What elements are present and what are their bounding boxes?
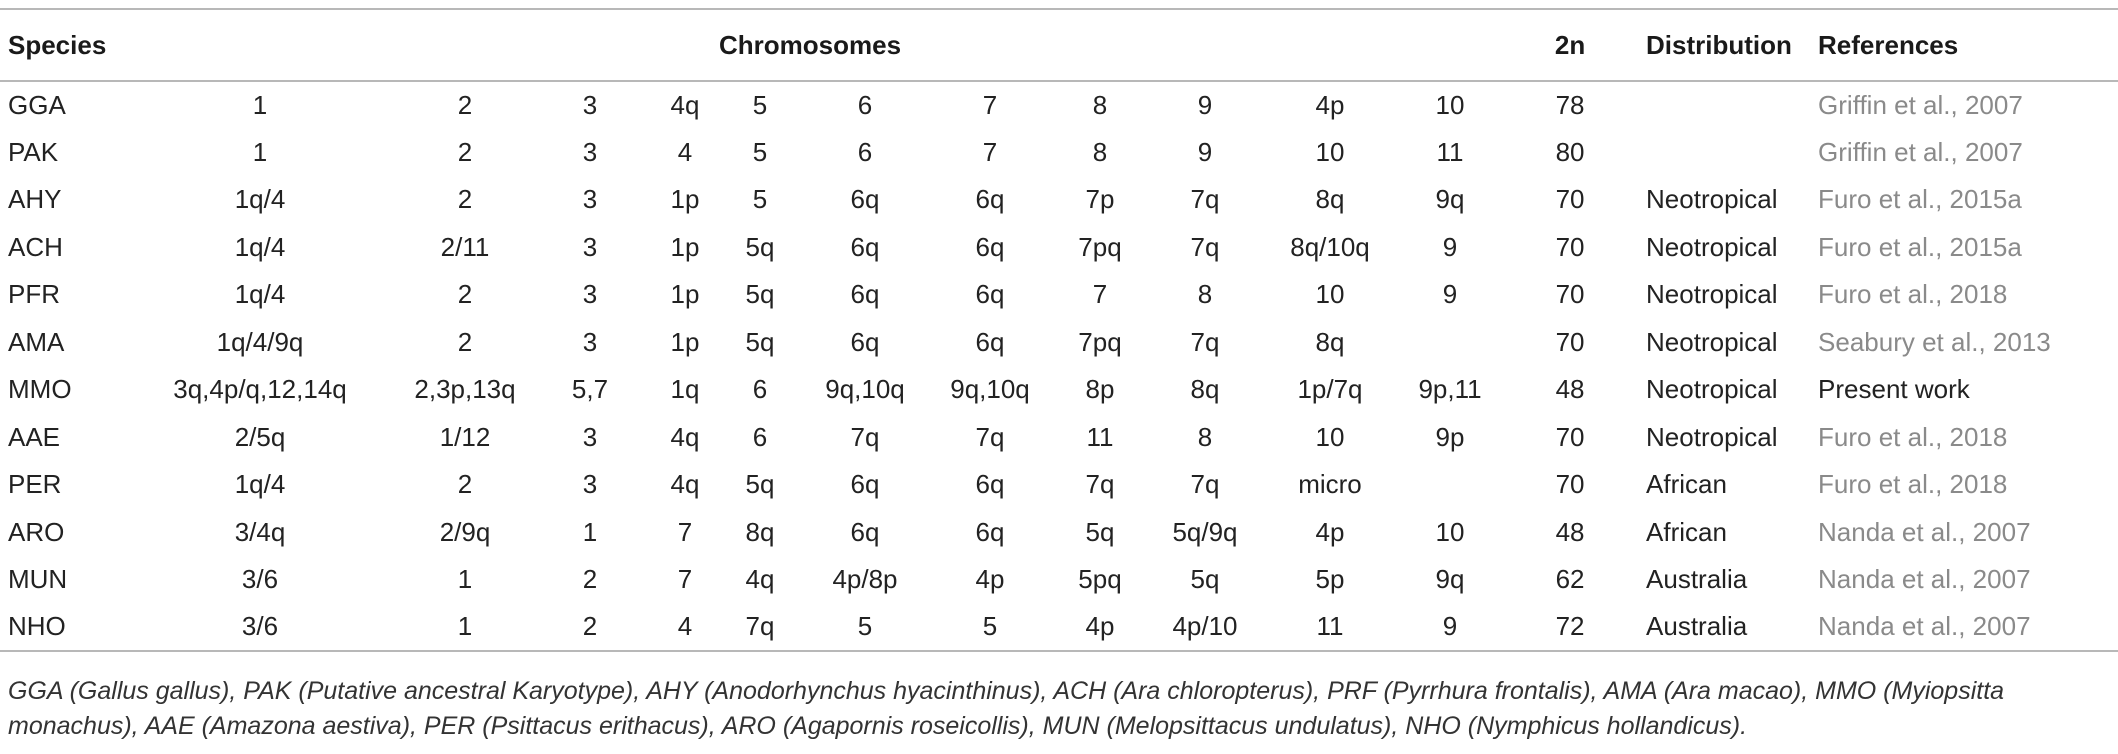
species-cell: MUN [8, 564, 68, 595]
reference-cell[interactable]: Griffin et al., 2007 [1818, 89, 2023, 120]
chromosome-cell: 6q [850, 184, 880, 215]
species-cell: ARO [8, 516, 65, 547]
chromosome-cell: 5q [745, 469, 775, 500]
chromosome-cell: 3 [582, 184, 598, 215]
chromosome-cell: 1p [670, 326, 700, 357]
chromosome-cell: 3/6 [120, 604, 400, 652]
chromosome-cell: 7q [1190, 469, 1220, 500]
table-row [0, 129, 2118, 177]
chromosome-cell: 6q [975, 184, 1005, 215]
chromosome-cell: 11 [1086, 421, 1114, 452]
chromosome-cell: 4 [650, 604, 720, 652]
distribution-cell: Neotropical [1646, 421, 1778, 452]
chromosome-cell: 5 [800, 604, 930, 652]
chromosome-cell: 5q [745, 279, 775, 310]
chromosome-cell: 6 [857, 136, 873, 167]
distribution-cell: Neotropical [1646, 374, 1778, 405]
header-row [0, 9, 2118, 81]
two-n-cell: 70 [1555, 231, 1585, 262]
species-cell: PAK [8, 136, 59, 167]
reference-cell[interactable]: Furo et al., 2018 [1818, 469, 2008, 500]
chromosome-cell: 1p [670, 231, 700, 262]
chromosome-cell: 1p [670, 184, 700, 215]
distribution-cell: Neotropical [1646, 184, 1778, 215]
species-cell: PER [8, 469, 62, 500]
chromosome-cell: 7pq [1078, 231, 1122, 262]
chromosome-cell: 3 [582, 469, 598, 500]
chromosome-cell: 7q [1085, 469, 1115, 500]
chromosome-cell: 8 [1197, 279, 1213, 310]
chromosome-cell: 9 [1400, 604, 1500, 652]
chromosome-cell: 5 [752, 136, 768, 167]
chromosome-cell: 3 [582, 231, 598, 262]
chromosome-cell: 5p [1315, 564, 1345, 595]
chromosome-cell: 9 [1442, 231, 1458, 262]
reference-cell[interactable]: Furo et al., 2018 [1818, 421, 2008, 452]
chromosome-cell: 1 [582, 516, 598, 547]
chromosome-cell: 4p [1315, 516, 1345, 547]
chromosome-cell: 11 [1260, 604, 1400, 652]
chromosome-cell: 7pq [1078, 326, 1122, 357]
table-row [0, 366, 2118, 414]
chromosome-cell: 1 [252, 136, 268, 167]
species-cell: ACH [8, 231, 63, 262]
reference-cell: Present work [1818, 374, 1970, 405]
chromosome-cell: 7 [982, 136, 998, 167]
chromosome-cell: 7q [1190, 326, 1220, 357]
distribution-cell: Australia [1646, 564, 1748, 595]
chromosome-cell: 4p [1050, 604, 1150, 652]
chromosome-cell: 4q [670, 469, 700, 500]
table-row [0, 509, 2118, 557]
chromosome-cell: 2 [457, 279, 473, 310]
reference-cell[interactable]: Nanda et al., 2007 [1810, 604, 2118, 652]
chromosome-cell: 4p/10 [1150, 604, 1260, 652]
species-cell: AAE [8, 421, 61, 452]
chromosome-cell: 9q [1435, 184, 1465, 215]
chromosome-cell: 3 [582, 89, 598, 120]
distribution-cell: Neotropical [1646, 279, 1778, 310]
distribution-cell: Neotropical [1646, 231, 1778, 262]
chromosome-cell: 6q [850, 516, 880, 547]
chromosome-cell: 8q [1190, 374, 1220, 405]
chromosome-cell: 2 [582, 564, 598, 595]
chromosome-cell: 7q [1190, 184, 1220, 215]
chromosome-cell: 7 [1092, 279, 1108, 310]
chromosome-cell: 6q [850, 469, 880, 500]
chromosome-cell: 5 [752, 89, 768, 120]
reference-cell[interactable]: Nanda et al., 2007 [1818, 564, 2031, 595]
table-row [0, 414, 2118, 462]
reference-cell[interactable]: Furo et al., 2015a [1818, 184, 2022, 215]
chromosome-cell: 11 [1436, 136, 1464, 167]
chromosome-cell: 2/5q [234, 421, 286, 452]
chromosome-cell: 3 [582, 326, 598, 357]
chromosome-cell: 8q [745, 516, 775, 547]
chromosome-cell: 7q [850, 421, 880, 452]
chromosome-cell: 7p [1085, 184, 1115, 215]
chromosome-cell: 3 [582, 421, 598, 452]
chromosome-cell: 10 [1435, 516, 1465, 547]
chromosome-cell: 1p [670, 279, 700, 310]
two-n-cell: 70 [1555, 421, 1585, 452]
chromosome-cell: 5 [930, 604, 1050, 652]
chromosome-cell: 10 [1315, 136, 1345, 167]
chromosome-cell: 6q [975, 469, 1005, 500]
distribution-cell: African [1646, 469, 1727, 500]
chromosome-cell: 8q [1315, 326, 1345, 357]
chromosome-cell: 2 [457, 89, 473, 120]
chromosome-cell: 2 [457, 184, 473, 215]
chromosome-cell: 8q/10q [1290, 231, 1370, 262]
table-row [0, 461, 2118, 509]
chromosome-cell: 6q [975, 326, 1005, 357]
species-cell: AHY [8, 184, 62, 215]
chromosome-cell: 7 [982, 89, 998, 120]
table-row [0, 319, 2118, 367]
chromosome-cell: 1 [252, 89, 268, 120]
species-cell: AMA [8, 326, 65, 357]
distribution-cell: Australia [1640, 604, 1810, 652]
chromosome-cell: 2/11 [440, 231, 490, 262]
chromosome-cell: 4p [975, 564, 1005, 595]
chromosome-cell: 9q,10q [825, 374, 905, 405]
distribution-header: Distribution [1640, 9, 1810, 81]
table-row [0, 81, 2118, 129]
chromosome-cell: 4q [670, 89, 700, 120]
chromosome-cell [1400, 319, 1500, 367]
chromosome-cell: 4p/8p [832, 564, 898, 595]
two-n-cell: 78 [1555, 89, 1585, 120]
distribution-cell [1640, 81, 1810, 129]
chromosome-cell: 8 [1092, 136, 1108, 167]
chromosome-cell: 9 [1197, 136, 1213, 167]
two-n-cell: 80 [1555, 136, 1585, 167]
chromosome-cell: 5,7 [571, 374, 609, 405]
two-n-cell: 70 [1555, 326, 1585, 357]
chromosome-cell: 6 [752, 374, 768, 405]
chromosome-cell: 2 [457, 136, 473, 167]
chromosome-cell: 4q [745, 564, 775, 595]
chromosome-cell: 9 [1442, 279, 1458, 310]
chromosome-cell: 4p [1315, 89, 1345, 120]
chromosome-cell: 8p [1085, 374, 1115, 405]
two-n-cell: 62 [1555, 564, 1585, 595]
chromosome-cell: 5 [752, 184, 768, 215]
chromosome-homology-table [0, 8, 2118, 652]
chromosome-cell: 8 [1197, 421, 1213, 452]
table-body [0, 81, 2118, 651]
references-header: References [1810, 9, 2118, 81]
chromosome-cell: 7q [720, 604, 800, 652]
chromosomes-header: Chromosomes [120, 9, 1500, 81]
chromosome-cell: 6q [975, 516, 1005, 547]
chromosome-cell: 3q,4p/q,12,14q [173, 374, 347, 405]
distribution-cell: Neotropical [1646, 326, 1778, 357]
reference-cell[interactable]: Nanda et al., 2007 [1818, 516, 2031, 547]
distribution-cell: African [1646, 516, 1727, 547]
two-n-header: 2n [1500, 9, 1640, 81]
chromosome-cell: 2 [457, 326, 473, 357]
two-n-cell: 72 [1500, 604, 1640, 652]
reference-cell[interactable]: Furo et al., 2015a [1818, 231, 2022, 262]
chromosome-cell: 1q/4 [234, 469, 286, 500]
chromosome-cell: 7 [677, 516, 693, 547]
chromosome-cell: 6 [752, 421, 768, 452]
chromosome-cell: 5q [745, 231, 775, 262]
species-cell: PFR [8, 279, 60, 310]
chromosome-cell: 6q [850, 326, 880, 357]
chromosome-cell: 4q [670, 421, 700, 452]
chromosome-cell: 2/9q [439, 516, 491, 547]
chromosome-cell: 1q/4 [234, 279, 286, 310]
chromosome-cell: 6q [850, 231, 880, 262]
chromosome-cell: 8 [1092, 89, 1108, 120]
chromosome-cell: 6q [850, 279, 880, 310]
chromosome-cell: 5q [1190, 564, 1220, 595]
table-row [0, 604, 2118, 652]
chromosome-cell: 10 [1435, 89, 1465, 120]
chromosome-cell: 10 [1315, 421, 1345, 452]
two-n-cell: 70 [1555, 279, 1585, 310]
table-row [0, 176, 2118, 224]
chromosome-cell: 9q [1435, 564, 1465, 595]
chromosome-cell: 9q,10q [950, 374, 1030, 405]
chromosome-cell: 1q/4/9q [216, 326, 304, 357]
table-footnote: GGA (Gallus gallus), PAK (Putative ancestral Karyotype), AHY (Anodorhynchus hyacinthinus), ACH (Ara chloropterus), PRF (Pyrrhura frontalis), AMA (Ara macao), MMO (Myiopsitta monachus), AAE (Amazona aestiva), PER (Psittacus erithacus), ARO (Agapornis roseicollis), MUN (Melopsittacus undulatus), NHO (Nymphicus hollandicus). [8, 677, 2005, 740]
chromosome-cell: 9 [1197, 89, 1213, 120]
chromosome-cell: 9p,11 [1418, 374, 1482, 405]
chromosome-cell: 7q [1190, 231, 1220, 262]
chromosome-cell: 1 [457, 564, 473, 595]
table-row [0, 556, 2118, 604]
chromosome-cell: 6q [975, 279, 1005, 310]
chromosome-cell: 1q/4 [234, 184, 286, 215]
species-header: Species [0, 9, 120, 81]
chromosome-cell: 2 [530, 604, 650, 652]
two-n-cell: 48 [1555, 516, 1585, 547]
chromosome-cell: 7q [975, 421, 1005, 452]
chromosome-cell: 8q [1315, 184, 1345, 215]
chromosome-cell: 4 [677, 136, 693, 167]
chromosome-cell: micro [1298, 469, 1362, 500]
reference-cell[interactable]: Griffin et al., 2007 [1818, 136, 2023, 167]
chromosome-cell: 7 [677, 564, 693, 595]
chromosome-cell: 3/6 [241, 564, 279, 595]
chromosome-cell: 1/12 [439, 421, 491, 452]
chromosome-cell: 5q [745, 326, 775, 357]
chromosome-cell [1400, 461, 1500, 509]
table-row [0, 271, 2118, 319]
reference-cell[interactable]: Furo et al., 2018 [1818, 279, 2008, 310]
chromosome-cell: 5q/9q [1172, 516, 1238, 547]
chromosome-cell: 5pq [1078, 564, 1122, 595]
chromosome-cell: 5q [1085, 516, 1115, 547]
reference-cell[interactable]: Seabury et al., 2013 [1818, 326, 2051, 357]
chromosome-cell: 6q [975, 231, 1005, 262]
chromosome-cell: 3 [582, 136, 598, 167]
distribution-cell [1640, 129, 1810, 177]
two-n-cell: 70 [1555, 469, 1585, 500]
chromosome-cell: 9p [1435, 421, 1465, 452]
table-row [0, 224, 2118, 272]
two-n-cell: 48 [1555, 374, 1585, 405]
chromosome-cell: 3/4q [234, 516, 286, 547]
chromosome-cell: 1p/7q [1297, 374, 1363, 405]
species-cell: NHO [0, 604, 120, 652]
chromosome-cell: 2 [457, 469, 473, 500]
chromosome-cell: 1q/4 [234, 231, 286, 262]
chromosome-cell: 1 [400, 604, 530, 652]
two-n-cell: 70 [1555, 184, 1585, 215]
chromosome-cell: 6 [857, 89, 873, 120]
chromosome-cell: 2,3p,13q [414, 374, 516, 405]
species-cell: GGA [8, 89, 66, 120]
chromosome-cell: 1q [670, 374, 700, 405]
chromosome-cell: 10 [1315, 279, 1345, 310]
species-cell: MMO [8, 374, 72, 405]
chromosome-cell: 3 [582, 279, 598, 310]
